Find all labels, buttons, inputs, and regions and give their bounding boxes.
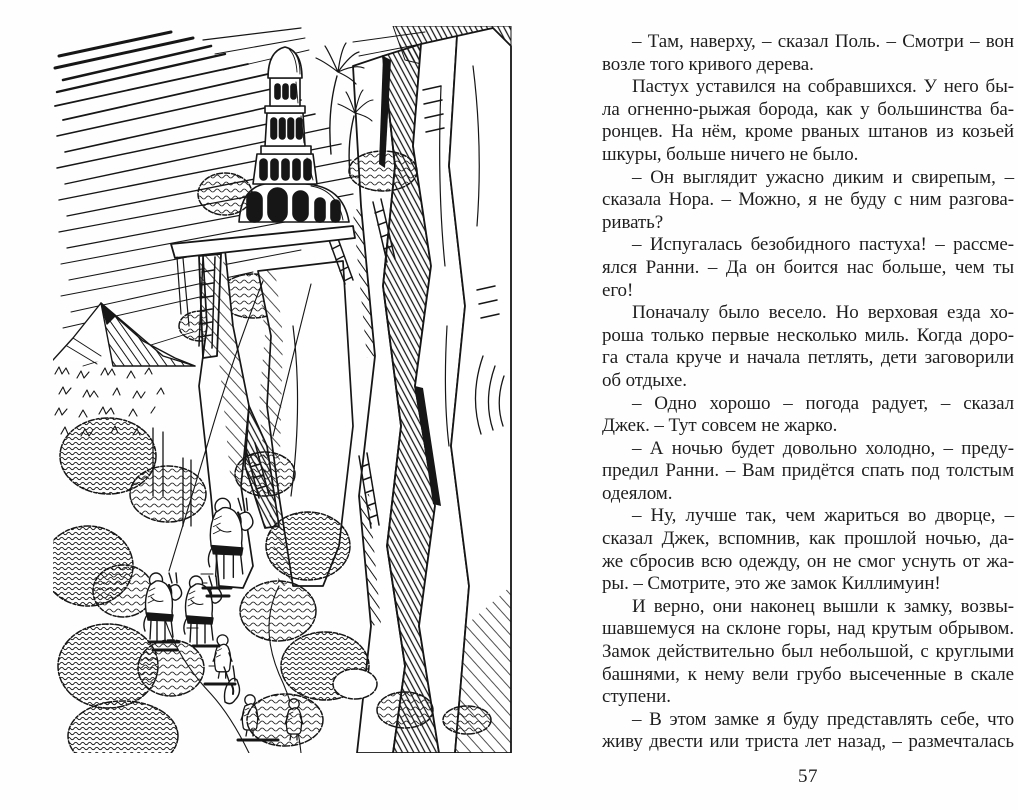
paragraph bbox=[602, 167, 1014, 235]
text-line: Пастух уставился на собравшихся. У него бы- bbox=[632, 76, 1014, 98]
text-line: одеялом. bbox=[602, 482, 673, 504]
text-line: ла огненно-рыжая борода, как у большинства ба- bbox=[602, 98, 1014, 120]
text-line: сказал Джек, вспомнив, как прошлой ночью, да- bbox=[602, 528, 1014, 550]
text-line: ронцев. На нём, кроме рваных штанов из козьей bbox=[602, 121, 1014, 143]
text-line: га стала круче и начала петлять, дети заговорили bbox=[602, 347, 1014, 369]
castle-illustration bbox=[53, 26, 513, 753]
tower-cornice bbox=[265, 106, 305, 113]
text-line: Замок действительно был небольшой, с круглыми bbox=[602, 641, 1014, 663]
text-line: роша только первые несколько миль. Когда доро- bbox=[602, 324, 1014, 346]
text-line: предил Ранни. – Вам придётся спать под толстым bbox=[602, 460, 1014, 482]
text-line: Джек. – Тут совсем не жарко. bbox=[602, 415, 838, 437]
tower-dome bbox=[268, 47, 302, 78]
paragraph bbox=[602, 76, 1014, 166]
right-cliffs bbox=[353, 26, 511, 753]
text-line: Поначалу было весело. Но верховая езда хо- bbox=[632, 302, 1014, 324]
text-line: шавшемуся на склоне горы, над крутым обрывом. bbox=[602, 618, 1014, 640]
tower-cornice bbox=[261, 146, 311, 154]
rider-on-donkey bbox=[144, 573, 182, 641]
text-line: ступени. bbox=[602, 686, 671, 708]
text-line: – В этом замке я буду представлять себе, что bbox=[632, 708, 1014, 730]
paragraph bbox=[602, 505, 1014, 595]
tower-portal bbox=[315, 198, 325, 222]
tower-portal bbox=[268, 188, 287, 222]
page-number: 57 bbox=[798, 766, 818, 787]
paragraph bbox=[602, 393, 1014, 438]
text-line: его! bbox=[602, 279, 634, 301]
text-line: – Испугалась безобидного пастуха! – рассме- bbox=[632, 234, 1014, 256]
text-line: И верно, они наконец вышли к замку, возвы- bbox=[632, 595, 1014, 617]
text-line: возле того кривого дерева. bbox=[602, 53, 814, 75]
text-column bbox=[602, 31, 1014, 754]
distant-mountain bbox=[53, 303, 195, 366]
rider-on-donkey bbox=[184, 576, 222, 644]
walking-child bbox=[213, 635, 232, 678]
text-line: же сбросив всю одежду, он не смог уснуть от жа- bbox=[602, 550, 1014, 572]
text-line: – Там, наверху, – сказал Поль. – Смотри – вон bbox=[632, 31, 1014, 52]
paragraph bbox=[602, 709, 1014, 754]
paragraph bbox=[602, 596, 1014, 709]
text-line: живу двести или триста лет назад, – размечталась bbox=[602, 731, 1014, 753]
text-line: – А ночью будет довольно холодно, – преду- bbox=[632, 437, 1014, 459]
paragraph bbox=[602, 438, 1014, 506]
text-line: – Ну, лучше так, чем жариться во дворце, – bbox=[632, 505, 1014, 527]
text-line: – Он выглядит ужасно диким и свирепым, – bbox=[632, 166, 1014, 188]
castle-tower bbox=[239, 47, 349, 222]
tower-portal bbox=[331, 200, 340, 222]
paragraph bbox=[602, 234, 1014, 302]
text-line: сказала Нора. – Можно, я не буду с ним разгова- bbox=[602, 189, 1014, 211]
tower-portal bbox=[293, 191, 308, 221]
text-line: ялся Ранни. – Да он боится нас больше, чем ты bbox=[602, 256, 1014, 278]
text-line: башнями, к нему вели грубо высеченные в скале bbox=[602, 663, 1014, 685]
text-line: шкуры, больше ничего не было. bbox=[602, 143, 859, 165]
text-line: ры. – Смотрите, это же замок Киллимуин! bbox=[602, 573, 941, 595]
text-line: – Одно хорошо – погода радует, – сказал bbox=[632, 392, 1014, 414]
paragraph bbox=[602, 31, 1014, 76]
paragraph bbox=[602, 302, 1014, 392]
text-line: ривать? bbox=[602, 211, 664, 233]
text-line: об отдыхе. bbox=[602, 369, 687, 391]
